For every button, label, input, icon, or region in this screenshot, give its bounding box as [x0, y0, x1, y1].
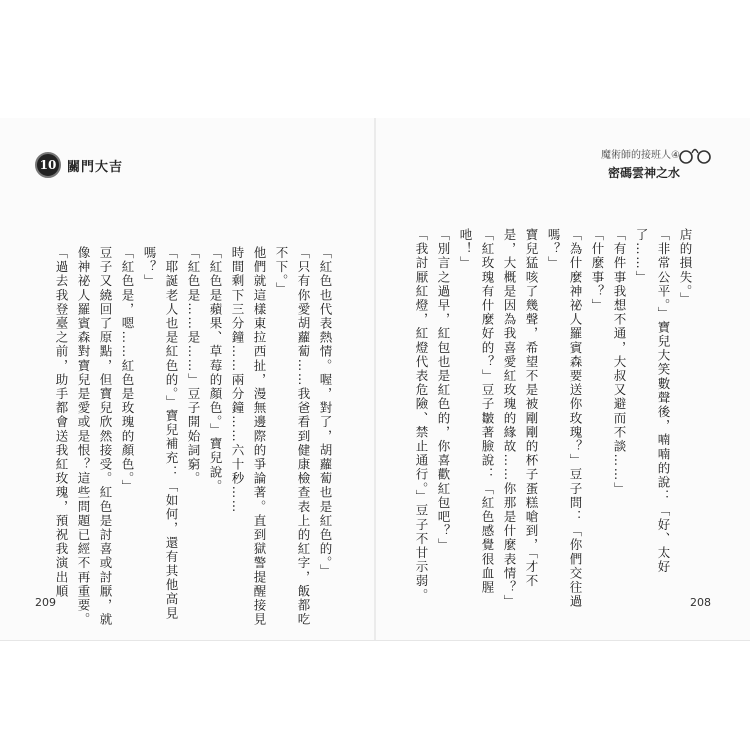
left-page-header	[35, 152, 123, 178]
left-col-13: 「過去我登臺之前，助手都會送我紅玫瑰，預祝我演出順	[54, 246, 69, 599]
right-page-header	[590, 146, 680, 181]
left-col-8: 「耶誕老人也是紅色的。」寶兒補充：「如何，還有其他高見	[164, 246, 179, 621]
left-col-9: 嗎？」	[142, 246, 157, 289]
handcuffs-icon	[678, 143, 712, 165]
left-col-1: 「紅色也代表熱情。喔，對了，胡蘿蔔也是紅色的。」	[318, 246, 333, 579]
left-col-5: 時間剩下三分鐘……兩分鐘……六十秒……	[230, 246, 245, 514]
right-col-8: 寶兒猛咳了幾聲，希望不是被剛剛的杯子蛋糕嗆到，「才不	[524, 228, 539, 589]
bottom-margin	[0, 640, 750, 751]
left-col-7: 「紅色是……是……」豆子開始詞窮。	[186, 246, 201, 486]
right-col-4: 「有件事我想不通，大叔又避而不談……」	[612, 228, 627, 496]
right-col-5: 「什麼事？」	[590, 228, 605, 313]
top-margin	[0, 0, 750, 119]
right-col-9: 是，大概是因為我喜愛紅玫瑰的緣故……你那是什麼表情？」	[502, 228, 517, 609]
right-col-1: 店的損失。」	[678, 228, 693, 307]
left-col-3: 不下。」	[274, 246, 289, 297]
chapter-number-badge: 10	[35, 152, 61, 178]
volume-title: 密碼雲神之水	[607, 166, 680, 180]
right-page-number: 208	[690, 596, 711, 609]
chapter-title: 關門大吉	[67, 159, 124, 175]
left-col-12: 像神祕人羅賓森對寶兒是愛或是恨？這些問題已經不再重要。	[76, 246, 91, 627]
right-col-7: 嗎？」	[546, 228, 561, 271]
right-col-11: 吔！」	[458, 228, 473, 271]
left-col-2: 「只有你愛胡蘿蔔……我爸看到健康檢查表上的紅字，飯都吃	[296, 246, 311, 627]
left-col-6: 「紅色是蘋果、草莓的顏色。」寶兒說。	[208, 246, 223, 494]
right-col-13: 「我討厭紅燈，紅燈代表危險、禁止通行。」豆子不甘示弱。	[414, 228, 429, 603]
right-col-10: 「紅玫瑰有什麼好的？」豆子皺著臉說：「紅色感覺很血腥	[480, 228, 495, 595]
left-col-10: 「紅色是，嗯……紅色是玫瑰的顏色。」	[120, 246, 135, 494]
right-col-12: 「別言之過早，紅包也是紅色的，你喜歡紅包吧？」	[436, 228, 451, 553]
right-col-2: 「非常公平。」寶兒大笑數聲後，喃喃的說：「好、太好	[656, 228, 671, 575]
series-title: 魔術師的接班人④	[601, 150, 680, 161]
left-col-11: 豆子又繞回了原點，但寶兒欣然接受。紅色是討喜或討厭，就	[98, 246, 113, 627]
left-page-number: 209	[35, 596, 56, 609]
right-col-3: 了……」	[634, 228, 649, 285]
right-col-6: 「為什麼神祕人羅賓森要送你玫瑰？」豆子問：「你們交往過	[568, 228, 583, 609]
left-col-4: 他們就這樣東拉西扯，漫無邊際的爭論著。直到獄警提醒接見	[252, 246, 267, 627]
book-gutter	[374, 118, 376, 640]
